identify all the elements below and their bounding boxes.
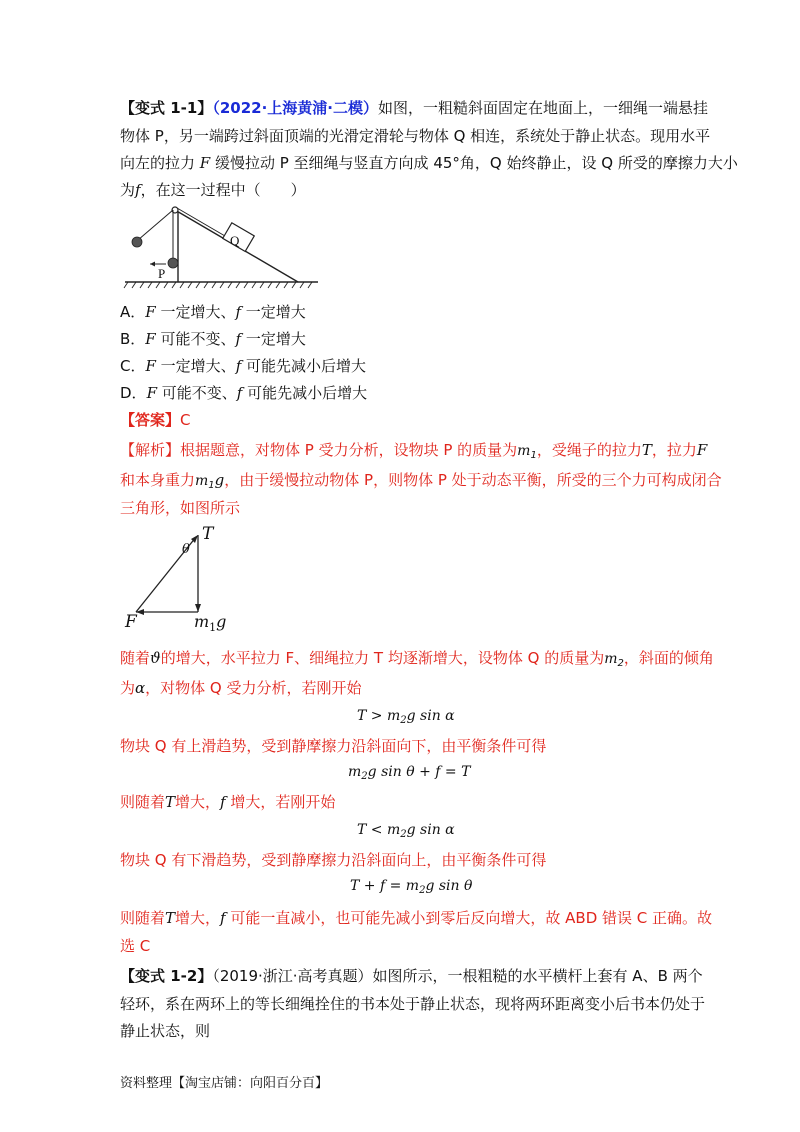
analysis-line5: 为α，对物体 Q 受力分析，若刚开始 xyxy=(120,679,362,697)
equation-3: $T < m_2g$ sin α xyxy=(357,822,455,840)
ball-displaced xyxy=(132,237,142,247)
answer-label: 【答案】 xyxy=(120,411,181,429)
analysis-line6: 物块 Q 有上滑趋势，受到静摩擦力沿斜面向下，由平衡条件可得 xyxy=(120,737,547,755)
equation-4: $T + f = m_2g$ sin θ xyxy=(350,878,473,896)
analysis-line10: 选 C xyxy=(120,937,151,955)
problem2-line2: 轻环，系在两环上的等长细绳拴住的书本处于静止状态，现将两环距离变小后书本仍处于 xyxy=(120,995,706,1013)
problem2-tag: 【变式 1-2】 xyxy=(120,967,213,985)
option-b: B．F 可能不变、f 一定增大 xyxy=(120,330,306,348)
answer-value: C xyxy=(180,411,191,429)
problem1-source: （2022·上海黄浦·二模） xyxy=(212,99,378,117)
page-footer: 资料整理【淘宝店铺：向阳百分百】 xyxy=(120,1076,329,1091)
problem1-line3: 向左的拉力 F 缓慢拉动 P 至细绳与竖直方向成 45°角，Q 始终静止，设 Q 所受的摩擦力大小 xyxy=(120,154,738,172)
force-arrow-head xyxy=(150,262,155,267)
ground-hatch xyxy=(124,282,312,288)
option-d: D．F 可能不变、f 可能先减小后增大 xyxy=(120,384,368,402)
gravity-arrowhead xyxy=(195,604,201,612)
equation-2: $m_2g$ sin θ + f = T xyxy=(348,764,471,782)
analysis-line3: 三角形，如图所示 xyxy=(120,499,241,517)
analysis-line2: 和本身重力$m_1g$，由于缓慢拉动物体 P，则物体 P 处于动态平衡，所受的三个力可构成闭合 xyxy=(120,471,722,491)
rope-to-q xyxy=(177,208,225,236)
label-theta: θ xyxy=(182,542,190,557)
ball-p xyxy=(168,258,178,268)
problem2-line1: 【变式 1-2】（2019·浙江·高考真题）如图所示，一根粗糙的水平横杆上套有 A、B 两个 xyxy=(120,967,703,985)
analysis-line4: 随着ϑ的增大，水平拉力 F、细绳拉力 T 均逐渐增大，设物体 Q 的质量为$m_2$，斜面的倾角 xyxy=(120,649,714,669)
label-f: F xyxy=(125,612,137,632)
answer-line xyxy=(120,410,191,430)
option-c: C．F 一定增大、f 可能先减小后增大 xyxy=(120,357,367,375)
problem1-text: 如图，一粗糙斜面固定在地面上，一细绳一端悬挂 xyxy=(377,99,708,117)
problem1-line2: 物体 P，另一端跨过斜面顶端的光滑定滑轮与物体 Q 相连，系统处于静止状态。现用水平 xyxy=(120,127,711,145)
incline-figure xyxy=(120,198,320,298)
label-p: P xyxy=(158,266,166,281)
rope-to-left-ball xyxy=(138,210,173,240)
option-a: A．F 一定增大、f 一定增大 xyxy=(120,303,306,321)
problem1-line1 xyxy=(120,98,708,118)
problem1-tag: 【变式 1-1】 xyxy=(120,99,213,117)
problem1-line4: 为f，在这一过程中（ ） xyxy=(120,181,306,199)
analysis-line7: 则随着T增大，f 增大，若刚开始 xyxy=(120,793,336,811)
label-m1g: $m_1g$ xyxy=(194,612,227,632)
force-triangle-figure xyxy=(120,520,240,632)
analysis-line9: 则随着T增大，f 可能一直减小，也可能先减小到零后反向增大，故 ABD 错误 C 正确。故 xyxy=(120,909,713,927)
equation-1: $T > m_2g$ sin α xyxy=(357,708,455,726)
problem2-line3: 静止状态，则 xyxy=(120,1022,211,1040)
analysis-line1: 【解析】根据题意，对物体 P 受力分析，设物块 P 的质量为$m_1$，受绳子的拉力T，拉力F xyxy=(120,441,708,461)
label-q: Q xyxy=(230,233,240,248)
label-t: T xyxy=(202,524,214,544)
analysis-line8: 物块 Q 有下滑趋势，受到静摩擦力沿斜面向上，由平衡条件可得 xyxy=(120,851,547,869)
